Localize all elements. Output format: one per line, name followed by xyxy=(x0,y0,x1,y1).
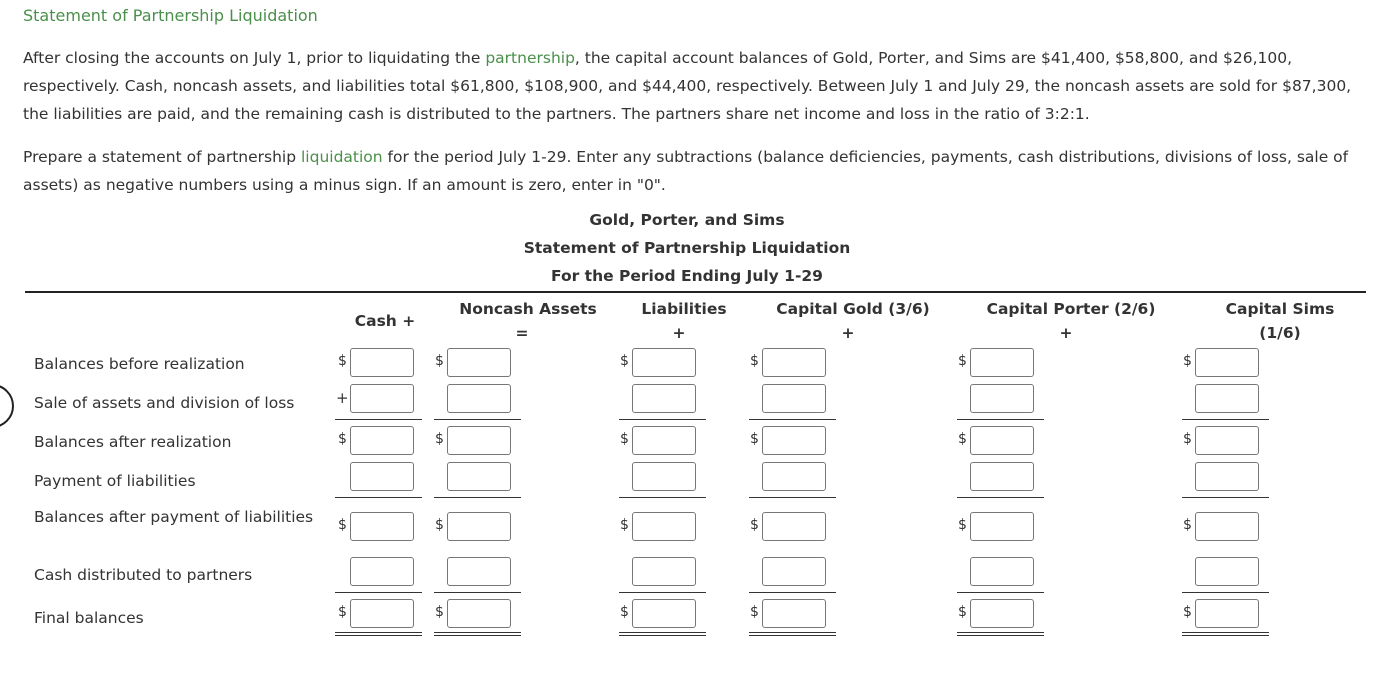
amount-input-r5-noncash[interactable] xyxy=(447,512,511,541)
total-double-rule xyxy=(957,632,1044,636)
col-sims: Capital Sims xyxy=(1225,300,1335,318)
amount-input-r5-sims[interactable] xyxy=(1195,512,1259,541)
amount-input-r5-porter[interactable] xyxy=(970,512,1034,541)
dollar-sign: $ xyxy=(620,431,629,447)
subtotal-rule xyxy=(335,419,422,420)
amount-input-r6-noncash[interactable] xyxy=(447,557,511,586)
amount-input-r3-cash[interactable] xyxy=(350,426,414,455)
amount-input-r1-porter[interactable] xyxy=(970,348,1034,377)
statement-name: Statement of Partnership Liquidation xyxy=(523,239,851,257)
dollar-sign: $ xyxy=(958,353,967,369)
dollar-sign: $ xyxy=(435,517,444,533)
amount-input-r7-noncash[interactable] xyxy=(447,599,511,628)
total-double-rule xyxy=(619,632,706,636)
col-gold: Capital Gold (3/6) xyxy=(776,300,930,318)
statement-period: For the Period Ending July 1-29 xyxy=(551,267,823,285)
dollar-sign: $ xyxy=(750,604,759,620)
instructions-text-2: for the period July 1-29. Enter any subtractions (balance deficiencies, payments, cash distributions, divisions of loss, sale of assets) as negative numbers using a minus sign. If an amount is zero, enter in "0". xyxy=(23,148,1349,194)
subtotal-rule xyxy=(434,497,521,498)
intro-text-1: After closing the accounts on July 1, prior to liquidating the xyxy=(23,49,486,67)
subtotal-rule xyxy=(749,592,836,593)
row-label-balances-before-realization: Balances before realization xyxy=(34,355,245,373)
amount-input-r3-porter[interactable] xyxy=(970,426,1034,455)
subtotal-rule xyxy=(1182,419,1269,420)
dollar-sign: $ xyxy=(338,604,347,620)
dollar-sign: $ xyxy=(1183,604,1192,620)
partnership-link[interactable]: partnership xyxy=(485,49,575,67)
amount-input-r6-sims[interactable] xyxy=(1195,557,1259,586)
amount-input-r5-gold[interactable] xyxy=(762,512,826,541)
dollar-sign: $ xyxy=(1183,517,1192,533)
dollar-sign: $ xyxy=(750,431,759,447)
dollar-sign: $ xyxy=(620,517,629,533)
total-double-rule xyxy=(749,632,836,636)
amount-input-r2-noncash[interactable] xyxy=(447,384,511,413)
amount-input-r3-gold[interactable] xyxy=(762,426,826,455)
amount-input-r5-cash[interactable] xyxy=(350,512,414,541)
amount-input-r1-liabilities[interactable] xyxy=(632,348,696,377)
amount-input-r7-cash[interactable] xyxy=(350,599,414,628)
subtotal-rule xyxy=(957,592,1044,593)
dollar-sign: $ xyxy=(958,431,967,447)
header-rule xyxy=(25,291,1366,293)
amount-input-r4-noncash[interactable] xyxy=(447,462,511,491)
amount-input-r4-gold[interactable] xyxy=(762,462,826,491)
amount-input-r6-gold[interactable] xyxy=(762,557,826,586)
intro-text-2: , the capital account balances of Gold, Porter, and Sims are $41,400, $58,800, and $26,100, respectively. Cash, noncash assets, and liabilities total $61,800, $108,900, and $44,400, respectively. Between July 1 and July 29, the noncash assets are sold for $87,300, the liabilities are paid, and the remaining cash is distributed to the partners. The partners share net income and loss in the ratio of 3:2:1. xyxy=(23,49,1352,123)
col-sims-sub: (1/6) xyxy=(1259,324,1301,342)
amount-input-r1-gold[interactable] xyxy=(762,348,826,377)
subtotal-rule xyxy=(619,592,706,593)
subtotal-rule xyxy=(749,497,836,498)
amount-input-r5-liabilities[interactable] xyxy=(632,512,696,541)
amount-input-r6-cash[interactable] xyxy=(350,557,414,586)
row-label-final-balances: Final balances xyxy=(34,609,144,627)
page-title: Statement of Partnership Liquidation xyxy=(23,6,318,25)
subtotal-rule xyxy=(434,592,521,593)
instructions xyxy=(23,143,1358,199)
dollar-sign: $ xyxy=(750,353,759,369)
total-double-rule xyxy=(434,632,521,636)
row-label-balances-after-realization: Balances after realization xyxy=(34,433,232,451)
dollar-sign: $ xyxy=(435,431,444,447)
instructions-text-1: Prepare a statement of partnership xyxy=(23,148,301,166)
amount-input-r4-cash[interactable] xyxy=(350,462,414,491)
amount-input-r2-cash[interactable] xyxy=(350,384,414,413)
amount-input-r3-noncash[interactable] xyxy=(447,426,511,455)
plus-sign: + xyxy=(336,389,349,407)
row-label-balances-after-payment: Balances after payment of liabilities xyxy=(34,508,314,526)
col-cash: Cash + xyxy=(354,312,416,330)
subtotal-rule xyxy=(619,497,706,498)
total-double-rule xyxy=(335,632,422,636)
col-liabilities-op: + xyxy=(672,324,686,342)
col-gold-op: + xyxy=(841,324,855,342)
subtotal-rule xyxy=(434,419,521,420)
dollar-sign: $ xyxy=(1183,353,1192,369)
amount-input-r7-sims[interactable] xyxy=(1195,599,1259,628)
amount-input-r2-liabilities[interactable] xyxy=(632,384,696,413)
amount-input-r2-gold[interactable] xyxy=(762,384,826,413)
subtotal-rule xyxy=(1182,497,1269,498)
amount-input-r4-porter[interactable] xyxy=(970,462,1034,491)
problem-description xyxy=(23,44,1358,128)
row-label-payment-of-liabilities: Payment of liabilities xyxy=(34,472,196,490)
amount-input-r6-porter[interactable] xyxy=(970,557,1034,586)
dollar-sign: $ xyxy=(435,604,444,620)
dollar-sign: $ xyxy=(338,431,347,447)
dollar-sign: $ xyxy=(620,353,629,369)
amount-input-r7-porter[interactable] xyxy=(970,599,1034,628)
amount-input-r3-liabilities[interactable] xyxy=(632,426,696,455)
dollar-sign: $ xyxy=(750,517,759,533)
statement-company: Gold, Porter, and Sims xyxy=(589,211,785,229)
amount-input-r7-liabilities[interactable] xyxy=(632,599,696,628)
dollar-sign: $ xyxy=(958,604,967,620)
side-circle-marker xyxy=(0,384,14,428)
subtotal-rule xyxy=(957,497,1044,498)
subtotal-rule xyxy=(335,497,422,498)
row-label-cash-distributed: Cash distributed to partners xyxy=(34,566,253,584)
dollar-sign: $ xyxy=(958,517,967,533)
subtotal-rule xyxy=(619,419,706,420)
dollar-sign: $ xyxy=(1183,431,1192,447)
amount-input-r1-sims[interactable] xyxy=(1195,348,1259,377)
col-porter: Capital Porter (2/6) xyxy=(986,300,1156,318)
dollar-sign: $ xyxy=(338,517,347,533)
amount-input-r3-sims[interactable] xyxy=(1195,426,1259,455)
subtotal-rule xyxy=(957,419,1044,420)
total-double-rule xyxy=(1182,632,1269,636)
subtotal-rule xyxy=(1182,592,1269,593)
liquidation-link[interactable]: liquidation xyxy=(301,148,383,166)
col-noncash-op: = xyxy=(515,324,529,342)
dollar-sign: $ xyxy=(338,353,347,369)
col-noncash: Noncash Assets xyxy=(459,300,597,318)
col-porter-op: + xyxy=(1059,324,1073,342)
dollar-sign: $ xyxy=(620,604,629,620)
subtotal-rule xyxy=(749,419,836,420)
amount-input-r1-cash[interactable] xyxy=(350,348,414,377)
amount-input-r7-gold[interactable] xyxy=(762,599,826,628)
amount-input-r1-noncash[interactable] xyxy=(447,348,511,377)
amount-input-r2-porter[interactable] xyxy=(970,384,1034,413)
amount-input-r4-sims[interactable] xyxy=(1195,462,1259,491)
amount-input-r2-sims[interactable] xyxy=(1195,384,1259,413)
dollar-sign: $ xyxy=(435,353,444,369)
row-label-sale-of-assets: Sale of assets and division of loss xyxy=(34,394,295,412)
subtotal-rule xyxy=(335,592,422,593)
col-liabilities: Liabilities xyxy=(641,300,727,318)
amount-input-r6-liabilities[interactable] xyxy=(632,557,696,586)
amount-input-r4-liabilities[interactable] xyxy=(632,462,696,491)
